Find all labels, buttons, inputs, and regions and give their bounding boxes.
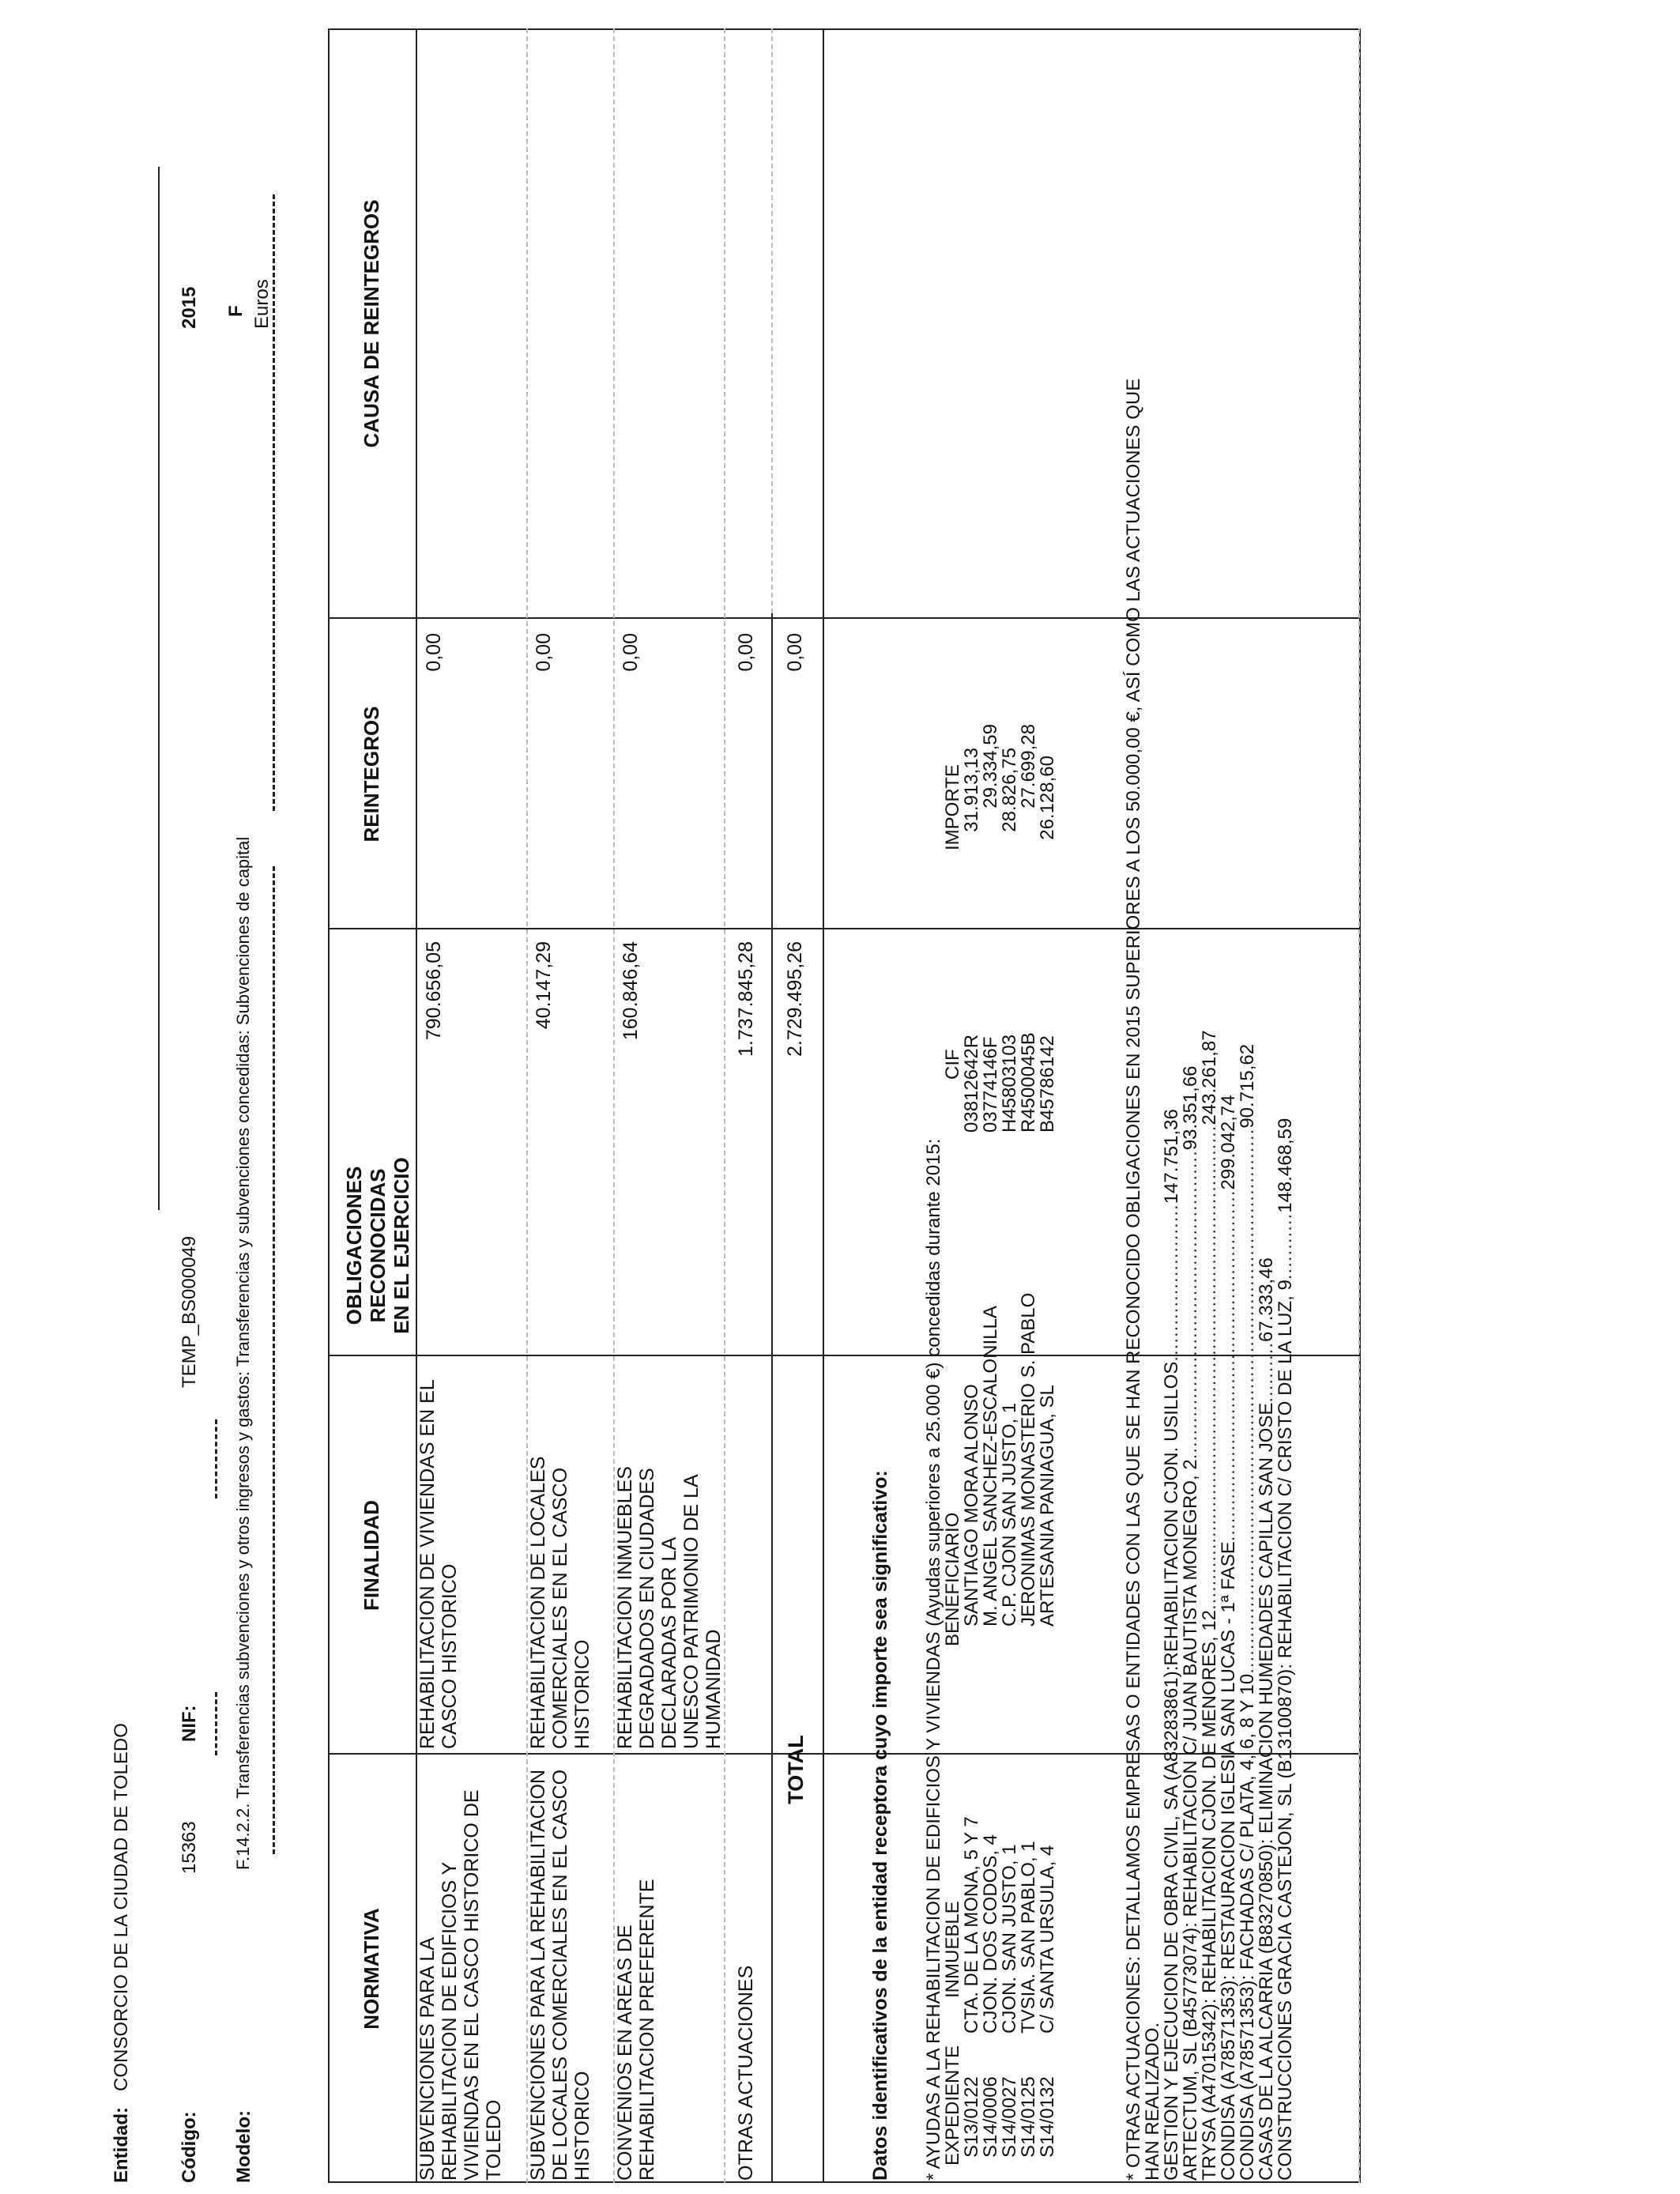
codigo-value: 15363	[179, 1821, 200, 1874]
otras-row-leader: ..........................................................	[1218, 1189, 1239, 1542]
nif-value: TEMP_BS000049	[179, 1235, 200, 1388]
ayudas-cif: B45786142	[1037, 1035, 1058, 1133]
ayudas-importe: 28.826,75	[999, 748, 1020, 832]
row3-reintegros: 0,00	[620, 633, 642, 672]
row1-normativa: SUBVENCIONES PARA LA REHABILITACION DE EDIFICIOS Y VIVIENDAS EN EL CASCO HISTORICO DE TOLEDO	[416, 1789, 505, 2181]
ayudas-header-row	[944, 0, 962, 2194]
otras-row-leader: ..........................	[1161, 1204, 1182, 1362]
row2-normativa: SUBVENCIONES PARA LA REHABILITACION DE LOCALES COMERCIALES EN EL CASCO HISTORICO	[527, 1769, 593, 2181]
ayudas-inmueble: CTA. DE LA MONA, 5 Y 7	[961, 1816, 982, 2034]
otras-row	[1257, 1257, 1276, 2181]
ayudas-importe: 29.334,59	[980, 724, 1001, 809]
nif-label: NIF:	[179, 1705, 200, 1742]
ayudas-importe: 26.128,60	[1037, 756, 1058, 840]
otras-row-amount: 147.751,36	[1161, 1109, 1182, 1204]
ayudas-beneficiario: ARTESANIA PANIAGUA, SL	[1037, 1385, 1058, 1627]
col-header-causa: CAUSA DE REINTEGROS	[360, 199, 383, 448]
otras-row	[1181, 1065, 1200, 2181]
row2-obligaciones: 40.147,29	[533, 941, 555, 1030]
otras-row-amount: 148.468,59	[1275, 1118, 1296, 1213]
ayudas-expediente: S14/0125	[1018, 2076, 1039, 2158]
ayudas-expediente: S14/0132	[1037, 2076, 1058, 2158]
ayudas-header-expediente: EXPEDIENTE	[942, 2045, 963, 2166]
otras-row	[1276, 1118, 1295, 2181]
ayudas-cif: 03812642R	[961, 1034, 982, 1133]
year-value: 2015	[179, 286, 200, 329]
col-header-finalidad: FINALIDAD	[360, 1499, 383, 1612]
ayudas-beneficiario: SANTIAGO MORA ALONSO	[961, 1384, 982, 1627]
ayudas-cif: 03774146F	[980, 1036, 1001, 1133]
ayudas-expediente: S13/0122	[961, 2076, 982, 2158]
otras-row	[1200, 1030, 1219, 2181]
ayudas-inmueble: CJON. DOS CODOS, 4	[980, 1834, 1001, 2034]
otras-row-leader: ................................................................................	[1199, 1125, 1220, 1610]
otras-row-text: GESTION Y EJECUCION DE OBRA CIVIL, SA (A83283861):REHABILITACION CJON. USILLOS	[1161, 1361, 1182, 2181]
otras-row-leader: ..........	[1256, 1341, 1277, 1403]
ayudas-row	[1038, 0, 1057, 2194]
row3-obligaciones: 160.846,64	[620, 941, 642, 1041]
otras-row-text: CASAS DE LA ALCARRIA (B83270850): ELIMINACION HUMEDADES CAPILLA SAN JOSE	[1256, 1402, 1277, 2181]
otras-intro-line2: HAN REALIZADO.	[1142, 2022, 1163, 2181]
otras-row	[1219, 1095, 1238, 2181]
ayudas-beneficiario: JERONIMAS MONASTERIO S. PABLO	[1018, 1292, 1039, 1627]
ayudas-row	[962, 0, 981, 2194]
otras-row-amount: 299.042,74	[1218, 1095, 1239, 1190]
row1-finalidad: REHABILITACION DE VIVIENDAS EN EL CASCO HISTORICO	[416, 1380, 461, 1749]
otras-row-text: CONDISA (A78571353): FACHADAS C/ PLATA, 4, 6, 8 Y 10	[1237, 1673, 1258, 2181]
ayudas-header-beneficiario: BENEFICIARIO	[942, 1512, 963, 1646]
header-rule	[158, 167, 160, 1210]
otras-row-leader: ...................................................	[1180, 1150, 1201, 1460]
row1-reintegros: 0,00	[423, 633, 445, 672]
row-divider-4	[771, 28, 773, 613]
row3-normativa: CONVENIOS EN AREAS DE REHABILITACION PREFERENTE	[614, 1879, 658, 2181]
col-header-obligaciones: OBLIGACIONES RECONOCIDAS EN EL EJERCICIO	[342, 1157, 413, 1334]
otras-row-text: TRYSA (A47015342): REHABILITACION CJON. DE MENORES, 12	[1199, 1609, 1220, 2181]
col-divider-3	[328, 928, 1361, 929]
footnote-title: Datos identificativos de la entidad receptora cuyo importe sea significativo:	[869, 1470, 891, 2181]
row2-finalidad: REHABILITACION DE LOCALES COMERCIALES EN EL CASCO HISTORICO	[527, 1456, 593, 1749]
ayudas-header-inmueble: INMUEBLE	[942, 1901, 963, 1998]
col-divider-4	[328, 617, 1361, 619]
col-header-normativa: NORMATIVA	[360, 1908, 383, 2030]
otras-intro-line1: * OTRAS ACTUACIONES: DETALLAMOS EMPRESAS O ENTIDADES CON LAS QUE SE HAN RECONOCIDO OBLIGACIONES EN 2015 SUPERIORES A LOS 50.000,00 €, ASÍ COMO LAS ACTUACIONES QUE	[1123, 378, 1144, 2181]
ayudas-inmueble: CJON. SAN JUSTO, 1	[999, 1844, 1020, 2034]
modelo-value: F.14.2.2. Transferencias subvenciones y otros ingresos y gastos: Transferencias y subvenciones concedidas: Subvenciones de capital	[233, 836, 253, 1870]
ayudas-beneficiario: M. ANGEL SANCHEZ-ESCALONILLA	[980, 1306, 1001, 1627]
ayudas-expediente: S14/0027	[999, 2076, 1020, 2158]
nif-dash	[215, 1419, 217, 1498]
ayudas-beneficiario: C.P. CJON SAN JUSTO, 1	[999, 1402, 1020, 1627]
row3-finalidad: REHABILITACION INMUEBLES DEGRADADOS EN CIUDADES DECLARADAS POR LA UNESCO PATRIMONIO DE LA HUMANIDAD	[614, 1466, 725, 1749]
total-bottom-divider	[823, 28, 824, 2183]
ayudas-header-importe: IMPORTE	[942, 764, 963, 850]
col-header-reintegros: REINTEGROS	[360, 706, 383, 843]
ayudas-row	[1000, 0, 1019, 2194]
codigo-dash	[215, 1692, 217, 1755]
otras-row	[1238, 1044, 1257, 2181]
ayudas-expediente: S14/0006	[980, 2076, 1001, 2158]
ayudas-intro: * AYUDAS A LA REHABILITACION DE EDIFICIOS Y VIVIENDAS (Ayudas superiores a 25.000 €) concedidas durante 2015:	[923, 1138, 944, 2181]
letter-value: F	[225, 305, 247, 317]
otras-row-amount: 90.715,62	[1237, 1043, 1258, 1129]
otras-row-leader: ..........................................................................................	[1237, 1128, 1258, 1674]
otras-row	[1162, 1109, 1181, 2181]
otras-row-text: ARTECTUM, SL (B45773074): REHABILITACION C/ JUAN BAUTISTA MONEGRO, 2	[1180, 1459, 1201, 2181]
ayudas-cif: R4500045B	[1018, 1032, 1039, 1133]
codigo-label: Código:	[179, 2111, 200, 2183]
otras-row-text: CONSTRUCCIONES GRACIA CASTEJON, SL (B13100870): REHABILITACION C/ CRISTO DE LA LUZ, 9	[1275, 1280, 1296, 2181]
ayudas-row	[1019, 0, 1038, 2194]
total-label: TOTAL	[784, 1735, 808, 1804]
row1-obligaciones: 790.656,05	[423, 941, 445, 1041]
entidad-label: Entidad:	[111, 2107, 132, 2183]
ayudas-inmueble: TVSIA. SAN PABLO, 1	[1018, 1841, 1039, 2034]
total-obligaciones: 2.729.495,26	[784, 941, 806, 1057]
ayudas-cif: H45803103	[999, 1034, 1020, 1133]
row4-normativa: OTRAS ACTUACIONES	[735, 1965, 757, 2181]
otras-row-text: CONDISA (A78571353): RESTAURACION IGLESIA SAN LUCAS - 1ª FASE	[1218, 1541, 1239, 2181]
modelo-dash	[273, 866, 275, 1854]
otras-row-amount: 243.261,87	[1199, 1030, 1220, 1125]
otras-row-amount: 67.333,46	[1256, 1257, 1277, 1342]
otras-row-leader: ...........	[1275, 1212, 1296, 1280]
footnote-bottom-rule	[1358, 28, 1360, 2183]
ayudas-header-cif: CIF	[942, 1049, 963, 1080]
row-divider-3	[724, 28, 725, 2183]
entidad-value: CONSORCIO DE LA CIUDAD DE TOLEDO	[111, 1723, 132, 2091]
row2-reintegros: 0,00	[533, 633, 555, 672]
ayudas-importe: 27.699,28	[1018, 724, 1039, 809]
modelo-label: Modelo:	[233, 2110, 254, 2183]
total-top-divider	[771, 613, 773, 2183]
ayudas-importe: 31.913,13	[961, 748, 982, 832]
currency-value: Euros	[251, 279, 273, 329]
total-reintegros: 0,00	[784, 633, 806, 672]
ayudas-row	[981, 0, 1000, 2194]
ayudas-inmueble: C/ SANTA URSULA, 4	[1037, 1845, 1058, 2034]
row4-obligaciones: 1.737.845,28	[735, 941, 757, 1057]
otras-row-amount: 93.351,66	[1180, 1065, 1201, 1151]
row4-reintegros: 0,00	[735, 633, 757, 672]
